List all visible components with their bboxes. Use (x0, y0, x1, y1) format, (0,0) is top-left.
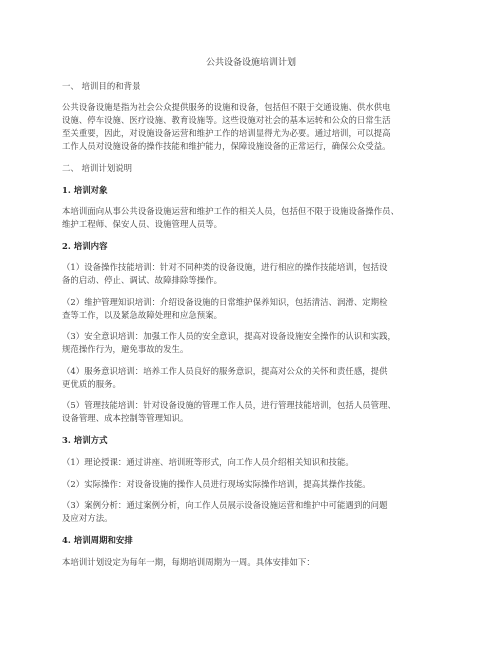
paragraph-line: 设备管理、成本控制等管理知识。 (62, 413, 189, 423)
document-title: 公共设备设施培训计划 (205, 58, 296, 68)
paragraph-line: 及应对方法。 (62, 513, 113, 523)
paragraph-line: 公共设备设施是指为社会公众提供服务的设施和设备，包括但不限于交通设施、供水供电 (62, 102, 391, 112)
paragraph-line: （1）理论授课：通过讲座、培训班等形式，向工作人员介绍相关知识和技能。 (62, 457, 354, 467)
paragraph-line: 备的启动、停止、调试、故障排除等操作。 (62, 275, 223, 285)
paragraph-line: （3）安全意识培训：加强工作人员的安全意识，提高对设备设施安全操作的认识和实践， (62, 331, 396, 341)
paragraph-line: （1）设备操作技能培训：针对不同种类的设备设施，进行相应的操作技能培训，包括设 (62, 262, 388, 272)
section-heading: 二、 培训计划说明 (62, 163, 133, 173)
subsection-heading: 3. 培训方式 (62, 435, 108, 445)
paragraph-line: （3）案例分析：通过案例分析，向工作人员展示设备设施运营和维护中可能遇到的问题 (62, 500, 388, 510)
paragraph-line: 至关重要，因此，对设施设备运营和维护工作的培训显得尤为必要。通过培训，可以提高 (62, 128, 391, 138)
subsection-heading: 2. 培训内容 (62, 241, 108, 251)
paragraph-line: 更优质的服务。 (62, 379, 121, 389)
paragraph-line: （5）管理技能培训：针对设备设施的管理工作人员，进行管理技能培训，包括人员管理、 (62, 400, 396, 410)
section-heading: 一、 培训目的和背景 (62, 81, 141, 91)
paragraph-line: （2）维护管理知识培训：介绍设备设施的日常维护保养知识，包括清洁、润滑、定期检 (62, 297, 388, 307)
paragraph-line: 设施、停车设施、医疗设施、教育设施等。这些设施对社会的基本运转和公众的日常生活 (62, 115, 391, 125)
paragraph-line: 规范操作行为，避免事故的发生。 (62, 344, 189, 354)
paragraph-line: 本培训面向从事公共设备设施运营和维护工作的相关人员，包括但不限于设施设备操作员、 (62, 206, 399, 216)
paragraph-line: 维护工程师、保安人员、设施管理人员等。 (62, 219, 223, 229)
paragraph-line: （2）实际操作：对设备设施的操作人员进行现场实际操作培训，提高其操作技能。 (62, 479, 371, 489)
paragraph-line: 查等工作，以及紧急故障处理和应急预案。 (62, 310, 223, 320)
subsection-heading: 4. 培训周期和安排 (62, 535, 133, 545)
paragraph-line: （4）服务意识培训：培养工作人员良好的服务意识，提高对公众的关怀和责任感，提供 (62, 366, 388, 376)
paragraph-line: 工作人员对设施设备的操作技能和维护能力，保障设施设备的正常运行，确保公众受益。 (62, 141, 391, 151)
subsection-heading: 1. 培训对象 (62, 185, 108, 195)
paragraph-line: 本培训计划设定为每年一期，每期培训周期为一周。具体安排如下： (62, 557, 315, 567)
